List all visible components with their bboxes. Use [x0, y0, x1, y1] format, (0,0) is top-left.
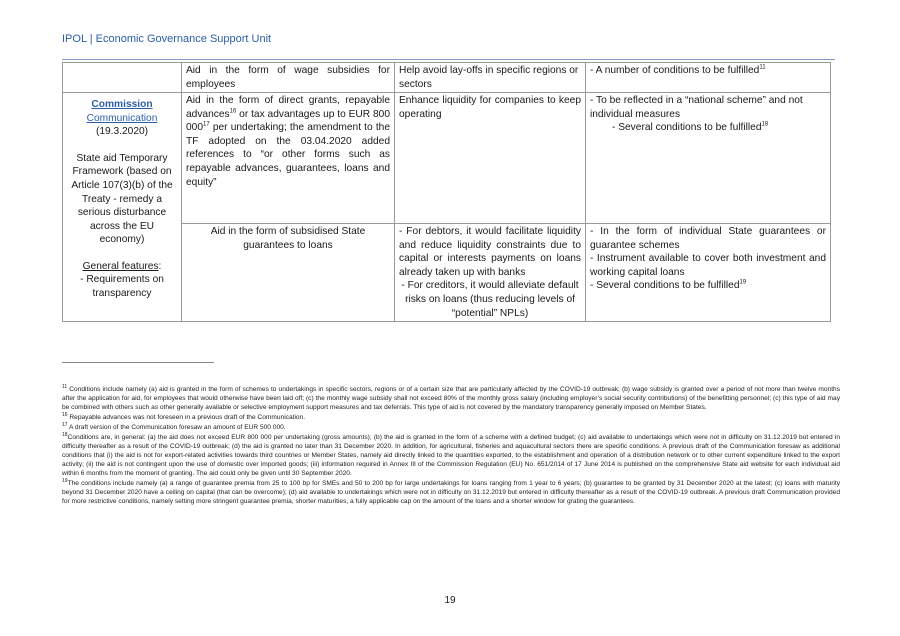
cell-text: - To be reflected in a “national scheme” and not individual measures: [590, 95, 803, 120]
table-cell: [395, 224, 586, 322]
table-row: [63, 93, 831, 224]
footnote-text: Repayable advances was not foreseen in a previous draft of the Communication.: [69, 414, 306, 422]
footnote-ref[interactable]: 11: [759, 64, 766, 71]
footnote: [62, 385, 840, 412]
general-features-heading: General features: [82, 260, 159, 272]
running-header: IPOL | Economic Governance Support Unit: [62, 33, 272, 45]
footnote-ref[interactable]: 18: [761, 121, 769, 128]
table-cell-empty: [63, 63, 182, 93]
requirements-text: - Requirements on transparency: [80, 274, 164, 299]
cell-text: - A number of conditions to be fulfilled: [590, 65, 760, 76]
cell-text: Aid in the form of wage subsidies for employees: [186, 65, 390, 90]
cell-text: Aid in the form of direct grants, repayable advances: [186, 95, 390, 120]
footnote-ref[interactable]: 17: [203, 121, 210, 128]
table-cell: [182, 63, 395, 93]
cell-text: Help avoid lay-offs in specific regions or sectors: [399, 65, 579, 90]
cell-text: - For creditors, it would alleviate default risks on loans (thus reducing levels of “potential” NPLs): [401, 280, 579, 319]
footnote: [62, 479, 840, 506]
footnote-number: 16: [62, 411, 68, 418]
cell-text: Enhance liquidity for companies to keep operating: [399, 95, 581, 120]
footnote-ref[interactable]: 19: [739, 279, 747, 286]
footnote-number: 19: [62, 478, 68, 485]
table-cell: [182, 93, 395, 224]
footnotes: [62, 385, 840, 507]
communication-link[interactable]: Communication: [86, 112, 158, 124]
cell-text: Aid in the form of subsidised State guarantees to loans: [210, 226, 366, 251]
footnote-text: Conditions are, in general: (a) the aid does not exceed EUR 800 000 per undertaking (gross amounts); (b) the aid is granted in the form of a scheme with a defined budget; (c) aid available to undertakings which were not in difficulty on 31.12.2019 but entered in difficulty thereafter as a result of the COVID-19 outbreak; (d) the aid is granted no later than 31 December 2020. In addition, for agricultural, fisheries and aquacultural sectors there are specific conditions. A previous draft of the Communication foresaw as additional conditions that (i) the aid is not for export-related activities towards third countries or Member States, namely aid directly linked to the quantities exported, to the establishment and operation of a distribution network or to other current expenditure linked to the export activity; (ii) the aid is not contingent upon the use of domestic over imported goods; (iii) information required in Annex III of the Commission Regulation (EU) No. 651/2014 of 17 June 2014 is published on the comprehensive State aid website for each individual aid within 6 months from the moment of granting. The aid could only be given until 30 September 2020.: [62, 434, 840, 478]
state-aid-table: [62, 62, 831, 322]
footnote-number: 17: [62, 421, 68, 428]
footnote-separator: [62, 362, 214, 363]
cell-text: - Instrument available to cover both investment and working capital loans: [590, 253, 826, 278]
footnote: [62, 413, 840, 422]
footnote-text: Conditions include namely (a) aid is granted in the form of schemes to undertakings in specific sectors, regions or of a certain size that are particularly affected by the COVID-19 outbreak; (b) wage subsidy is granted over a period of not more than twelve months after the application for aid, for employees that would otherwise have been laid off; (c) the monthly wage subsidy shall not exceed 80% of the monthly gross salary (including employer’s social security contributions) of the benefitting personnel; (c) this type of aid may be combined with others such as other generally available or selective employment support measures and tax deferrals. This type of aid is not covered by the mandatory transparency generally imposed on Member States.: [62, 386, 840, 412]
footnote-ref[interactable]: 16: [229, 108, 237, 115]
commission-link[interactable]: Commission: [91, 99, 153, 111]
footnote: [62, 433, 840, 478]
cell-text: or tax advantages up to EUR 800 000: [186, 108, 390, 134]
table-cell: [395, 63, 586, 93]
cell-text: - Several conditions to be fulfilled: [590, 280, 740, 292]
footnote-number: 18: [62, 431, 68, 438]
measure-description-cell: [63, 93, 182, 322]
cell-text: - For debtors, it would facilitate liquidity and reduce liquidity constraints due to capital or interests payments on loans already taken up with banks: [399, 226, 581, 278]
footnote: [62, 423, 840, 432]
table-cell: [586, 93, 831, 224]
heading-colon: :: [158, 260, 162, 272]
table-cell: [395, 93, 586, 224]
table-cell: [586, 224, 831, 322]
cell-text: - Several conditions to be fulfilled: [612, 122, 762, 134]
table-cell: [182, 224, 395, 322]
page-number: 19: [444, 595, 456, 606]
framework-description: State aid Temporary Framework (based on Article 107(3)(b) of the Treaty - remedy a serious disturbance across the EU economy): [71, 152, 173, 246]
table-row: [63, 63, 831, 93]
cell-text: - In the form of individual State guarantees or guarantee schemes: [590, 226, 826, 251]
footnote-text: A draft version of the Communication foresaw an amount of EUR 500 000.: [69, 424, 286, 432]
header-divider: [62, 59, 835, 60]
table-cell: [586, 63, 831, 93]
cell-text: per undertaking; the amendment to the TF adopted on the 03.04.2020 added references to “or other forms such as repayable advances, guarantees, loans and equity”: [186, 122, 390, 188]
communication-date: (19.3.2020): [95, 126, 149, 138]
footnote-text: The conditions include namely (a) a range of guarantee premia from 25 to 100 bp for SMEs and 50 to 200 bp for large undertakings for loans ranging from 1 year to 6 years; (b) guarantee to be granted by 31 December 2020 at the latest; (c) loans with maturity beyond 31 December 2020 have a ceiling on capital (that can be overcome); (d) aid available to undertakings which were not in difficulty on 31.12.2019 but entered in difficulty thereafter as a result of the COVID-19 outbreak. A previous draft Communication provided for more restrictive conditions, namely setting more stringent guarantee premia, shorter maturities, a fully applicable cap on the amount of the loans and a shorter window for grating the guarantees.: [62, 480, 840, 506]
footnote-number: 11: [62, 383, 68, 390]
